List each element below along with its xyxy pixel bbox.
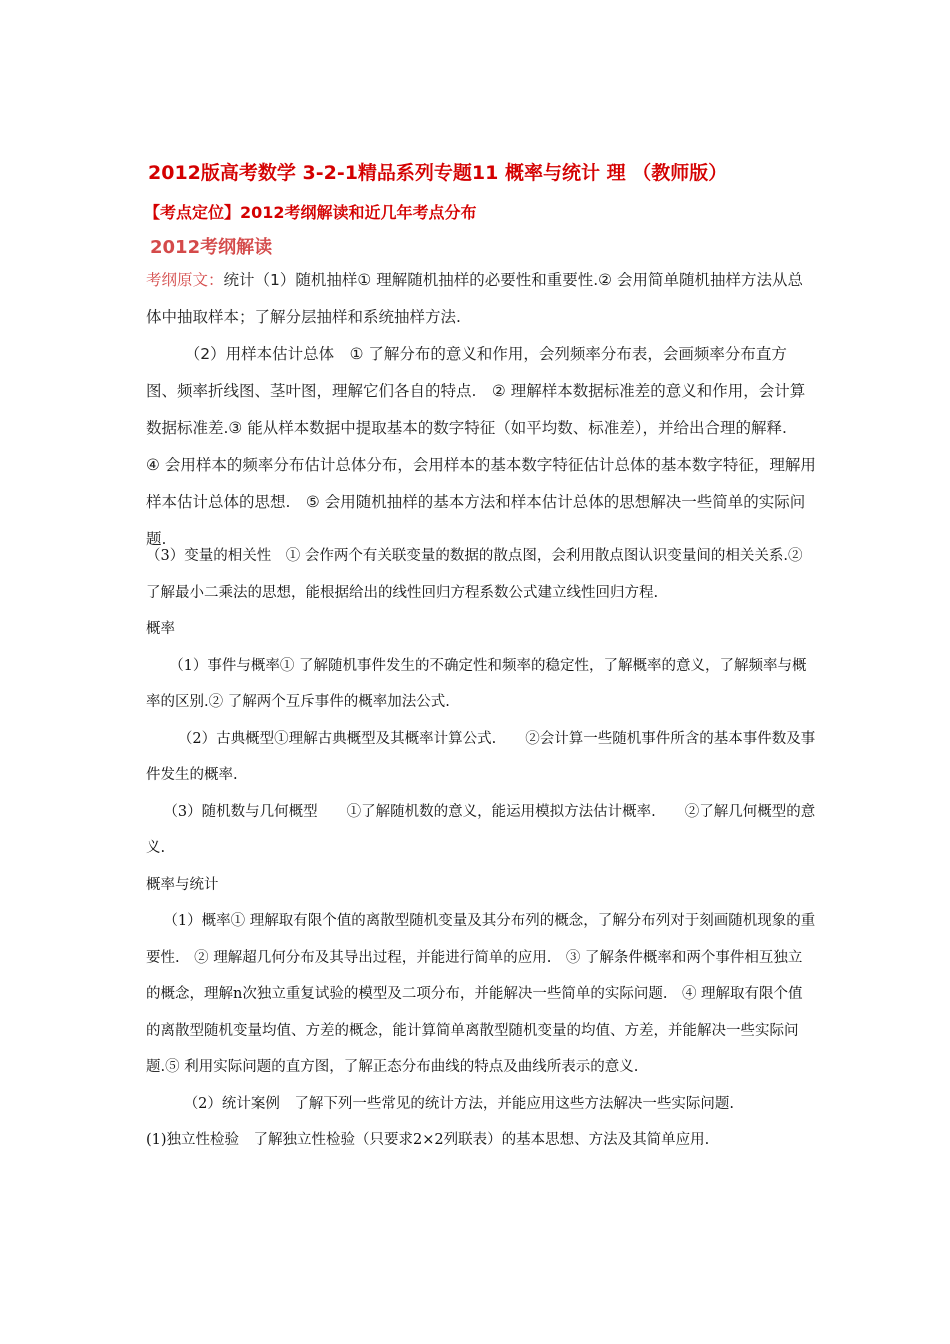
body-text xyxy=(146,538,816,1159)
paragraph-probability-2: （2）古典概型①理解古典概型及其概率计算公式. ②会计算一些随机事件所含的基本事件数及事件发生的概率. xyxy=(146,730,816,783)
paragraph-probability-1: （1）事件与概率① 了解随机事件发生的不确定性和频率的稳定性，了解概率的意义，了解频率与概率的区别.② 了解两个互斥事件的概率加法公式. xyxy=(146,657,807,710)
syllabus-paragraph-estimate: （2）用样本估计总体 ① 了解分布的意义和作用，会列频率分布表，会画频率分布直方图、频率折线图、茎叶图，理解它们各自的特点. ② 理解样本数据标准差的意义和作用，会计算数据标准差.③ 能从样本数据中提取基本的数字特征（如平均数、标准差），并给出合理的解释. ④ 会用样本的频率分布估计总体分布，会用样本的基本数字特征估计总体的基本数字特征，理解用样本估计总体的思想. ⑤ 会用随机抽样的基本方法和样本估计总体的思想解决一些简单的实际问题. xyxy=(146,345,816,548)
heading-probability: 概率 xyxy=(146,621,175,637)
section-heading: 2012考纲解读 xyxy=(150,237,273,258)
paragraph-prob-stats-2: （2）统计案例 了解下列一些常见的统计方法，并能应用这些方法解决一些实际问题. xyxy=(183,1095,735,1112)
syllabus-label: 考纲原文： xyxy=(146,271,224,289)
syllabus-text: 统计（1）随机抽样① 理解随机抽样的必要性和重要性.② 会用简单随机抽样方法从总体中抽取样本；了解分层抽样和系统抽样方法. xyxy=(146,271,803,326)
document-title: 2012版高考数学 3-2-1精品系列专题11 概率与统计 理 （教师版） xyxy=(148,162,728,184)
syllabus-image-block xyxy=(146,262,816,558)
syllabus-paragraph-statistics-sampling xyxy=(146,262,816,336)
heading-probability-statistics: 概率与统计 xyxy=(146,876,219,893)
paragraph-prob-stats-3: (1)独立性检验 了解独立性检验（只要求2×2列联表）的基本思想、方法及其简单应用. xyxy=(146,1132,710,1148)
document-subtitle: 【考点定位】2012考纲解读和近几年考点分布 xyxy=(144,203,477,222)
paragraph-correlation: （3）变量的相关性 ① 会作两个有关联变量的数据的散点图，会利用散点图认识变量间的相关关系.② 了解最小二乘法的思想，能根据给出的线性回归方程系数公式建立线性回归方程. xyxy=(146,548,803,601)
paragraph-probability-3: （3）随机数与几何概型 ①了解随机数的意义，能运用模拟方法估计概率. ②了解几何概型的意义. xyxy=(146,803,816,856)
paragraph-prob-stats-1: （1）概率① 理解取有限个值的离散型随机变量及其分布列的概念，了解分布列对于刻画随机现象的重要性. ② 理解超几何分布及其导出过程，并能进行简单的应用. ③ 了解条件概率和两个事件相互独立的概念，理解n次独立重复试验的模型及二项分布，并能解决一些简单的实际问题. ④ 理解取有限个值的离散型随机变量均值、方差的概念，能计算简单离散型随机变量的均值、方差，并能解决一些实际问题.⑤ 利用实际问题的直方图，了解正态分布曲线的特点及曲线所表示的意义. xyxy=(146,913,816,1075)
